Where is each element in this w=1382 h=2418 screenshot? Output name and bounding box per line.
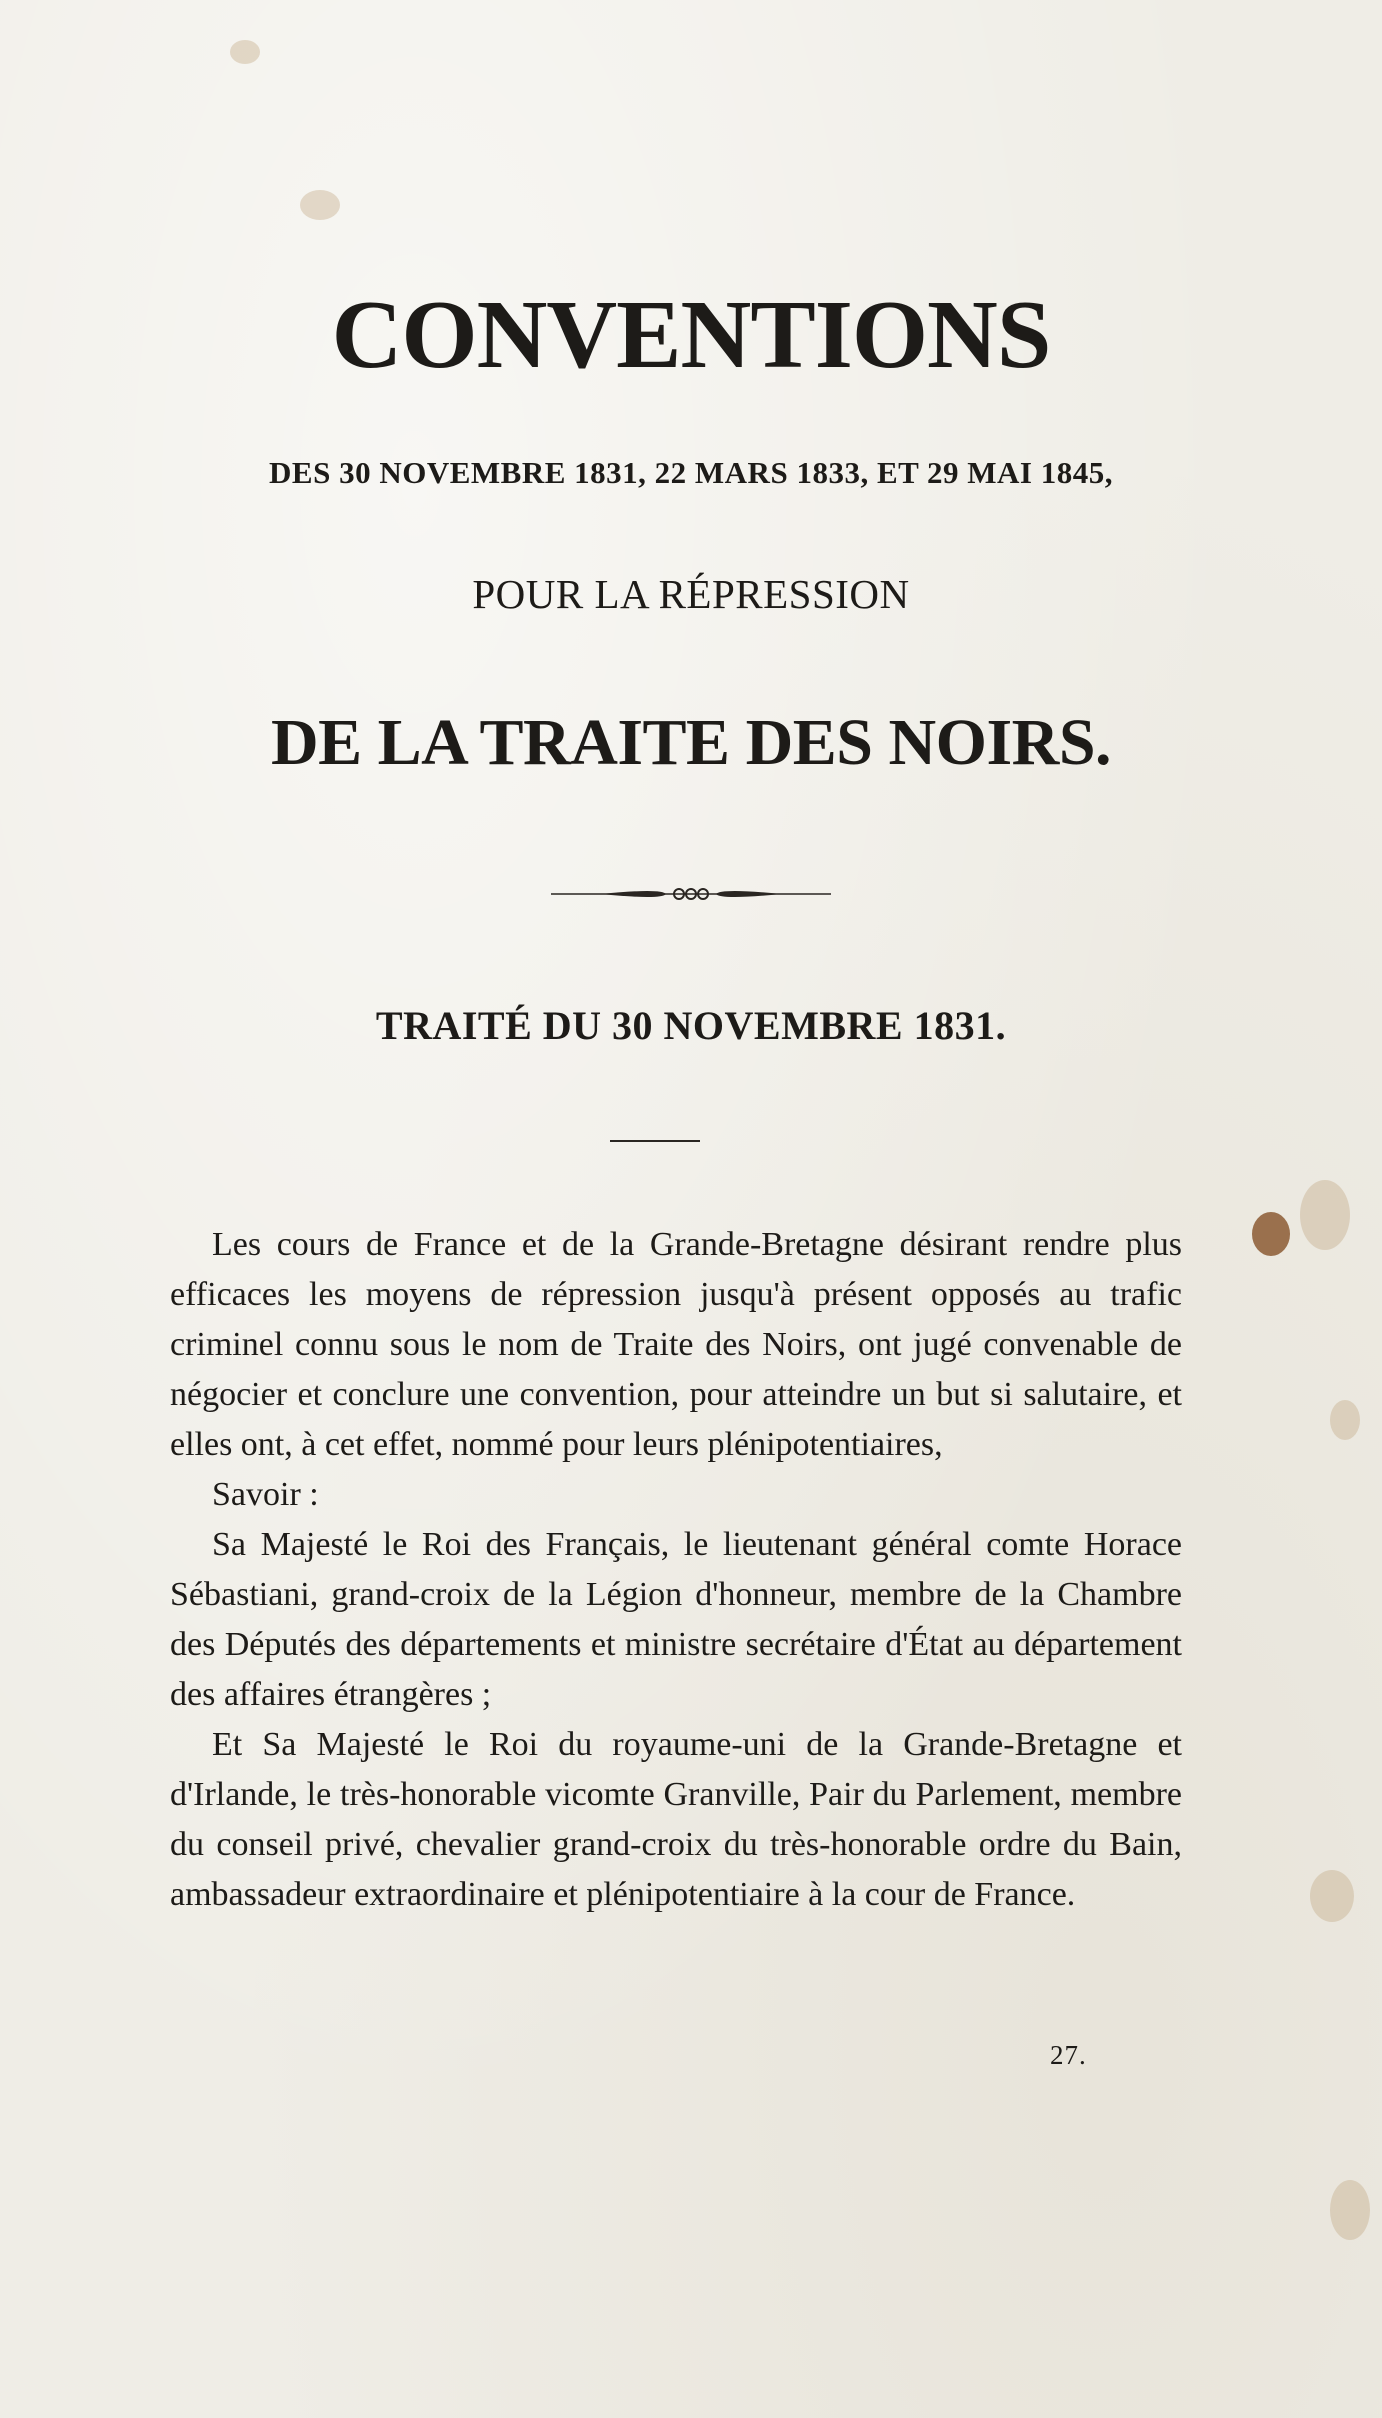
- stain: [1310, 1870, 1354, 1922]
- stain: [300, 190, 340, 220]
- paragraph-british-plenipotentiary: Et Sa Majesté le Roi du royaume-uni de la Grande-Bretagne et d'Irlande, le très-honorable vicomte Granville, Pair du Parlement, membre du conseil privé, chevalier grand-croix du très-honorable ordre du Bain, ambassadeur extraordinaire et plénipotentiaire à la cour de France.: [170, 1726, 1182, 1913]
- paragraph-preamble: Les cours de France et de la Grande-Bretagne désirant rendre plus efficaces les moyens de répression jusqu'à présent opposés au trafic criminel connu sous le nom de Traite des Noirs, ont jugé convenable de négocier et conclure une convention, pour atteindre un but si salutaire, et elles ont, à cet effet, nommé pour leurs plénipotentiaires,: [170, 1226, 1182, 1463]
- stain: [230, 40, 260, 64]
- page-number: 27.: [1050, 2040, 1087, 2070]
- ornament-divider: [0, 882, 1382, 906]
- treaty-body: [170, 1220, 1182, 1920]
- page-title: CONVENTIONS: [331, 281, 1051, 389]
- stain: [1330, 2180, 1370, 2240]
- treaty-title: TRAITÉ DU 30 NOVEMBRE 1831.: [375, 1003, 1007, 1048]
- stain: [1252, 1212, 1290, 1256]
- stain: [1330, 1400, 1360, 1440]
- subtitle: POUR LA RÉPRESSION: [472, 571, 910, 617]
- main-subject: DE LA TRAITE DES NOIRS.: [270, 706, 1112, 779]
- short-rule: [610, 1140, 700, 1142]
- convention-dates: DES 30 NOVEMBRE 1831, 22 MARS 1833, ET 29 MAI 1845,: [269, 455, 1113, 490]
- stain: [1300, 1180, 1350, 1250]
- paragraph-french-plenipotentiary: Sa Majesté le Roi des Français, le lieutenant général comte Horace Sébastiani, grand-croix de la Légion d'honneur, membre de la Chambre des Députés des départements et ministre secrétaire d'État au département des affaires étrangères ;: [170, 1526, 1182, 1713]
- ornament-divider-icon: [541, 882, 841, 906]
- paragraph-savoir: Savoir :: [212, 1476, 319, 1513]
